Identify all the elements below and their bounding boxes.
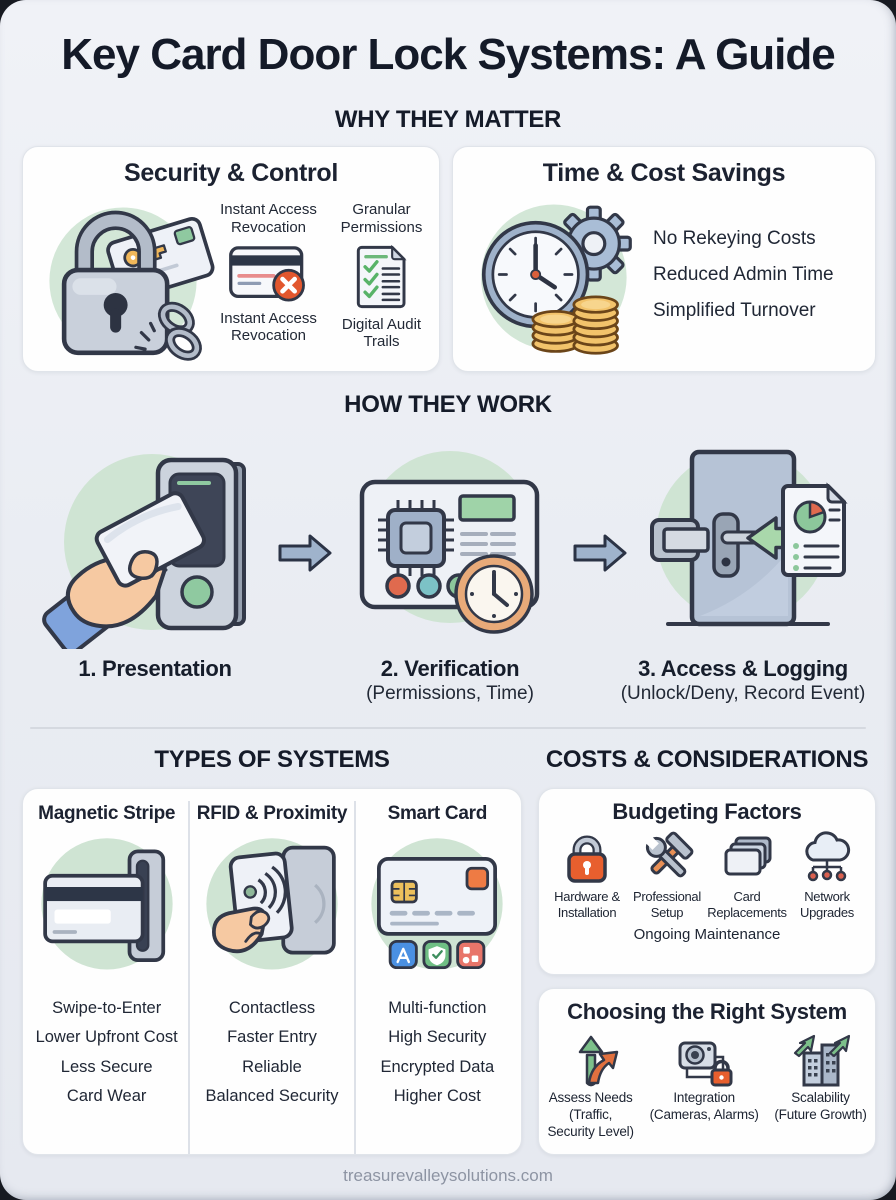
types-of-systems-card [22,788,522,1155]
choosing-factor [545,1033,636,1141]
feature-label-revocation-top: Instant Access Revocation [220,201,317,236]
feature-label-audit: Digital Audit Trails [341,315,422,351]
type-column-smart-card [354,801,519,1154]
type-column-magnetic-stripe [25,801,188,1154]
section-heading-why: WHY THEY MATTER [334,106,562,133]
arrow-right-icon [278,531,332,575]
checklist-document-icon [354,244,410,310]
savings-item: Reduced Admin Time [653,263,834,285]
padlock-icon [560,831,614,885]
budget-footnote: Ongoing Maintenance [633,925,781,943]
choosing-factor [772,1033,869,1141]
card-stack-icon [720,831,774,885]
wrench-hammer-icon [640,831,694,885]
section-heading-costs: COSTS & CONSIDERATIONS [545,746,869,773]
step-label-presentation: 1. Presentation [78,656,232,681]
cloud-network-icon [800,831,854,885]
clock-gear-coins-icon [461,190,643,360]
choosing-label: Assess Needs (Traffic, Security Level) [547,1090,634,1139]
savings-item: No Rekeying Costs [653,227,816,249]
fork-arrows-icon [563,1033,619,1087]
verification-panel-icon [332,432,567,642]
keycard-x-icon [227,244,311,304]
budget-factor: Card Replacements [707,831,787,921]
time-cost-savings-card [452,146,876,372]
budget-factor: Professional Setup [627,831,707,921]
section-heading-types: TYPES OF SYSTEMS [154,746,390,773]
why-row [22,146,876,372]
budgeting-factors-card [538,788,876,975]
savings-item: Simplified Turnover [653,300,816,322]
type-title: Magnetic Stripe [38,803,176,824]
smart-card-icon [362,827,512,977]
camera-lock-icon [675,1033,733,1087]
step-label-verification: 2. Verification (Permissions, Time) [366,656,534,704]
type-column-rfid [188,801,353,1154]
choosing-factor [644,1033,764,1141]
choosing-label: Scalability (Future Growth) [774,1090,867,1122]
page-title: Key Card Door Lock Systems: A Guide [61,30,835,79]
type-title: RFID & Proximity [196,803,348,824]
choosing-system-card [538,988,876,1155]
savings-list [653,221,834,329]
feature-label-revocation-bottom: Instant Access Revocation [220,309,317,345]
footer-url: treasurevalleysolutions.com [343,1166,553,1185]
door-access-icon [630,434,865,639]
security-card-title: Security & Control [123,159,339,187]
choosing-label: Integration (Cameras, Alarms) [649,1090,759,1122]
section-heading-how: HOW THEY WORK [344,391,552,418]
savings-card-title: Time & Cost Savings [542,159,786,187]
feature-label-permissions: Granular Permissions [340,201,423,236]
type-bullets: Contactless Faster Entry Reliable Balanced Security [205,999,339,1106]
padlock-keycard-icon [31,190,215,362]
budgeting-title: Budgeting Factors [612,799,802,824]
security-control-card [22,146,440,372]
choosing-title: Choosing the Right System [567,999,847,1024]
card-presentation-icon [32,434,267,649]
type-bullets: Swipe-to-Enter Lower Upfront Cost Less Secure Card Wear [35,999,178,1106]
type-title: Smart Card [387,803,488,824]
section-divider [30,727,866,729]
budget-factor: Hardware & Installation [547,831,627,921]
step-label-access-logging: 3. Access & Logging (Unlock/Deny, Record Event) [620,656,866,704]
rfid-proximity-icon [197,827,347,977]
building-growth-icon [792,1033,850,1087]
type-bullets: Multi-function High Security Encrypted Data Higher Cost [380,999,495,1106]
magnetic-stripe-icon [32,827,182,977]
arrow-right-icon [573,531,627,575]
budget-factor: Network Upgrades [787,831,867,921]
